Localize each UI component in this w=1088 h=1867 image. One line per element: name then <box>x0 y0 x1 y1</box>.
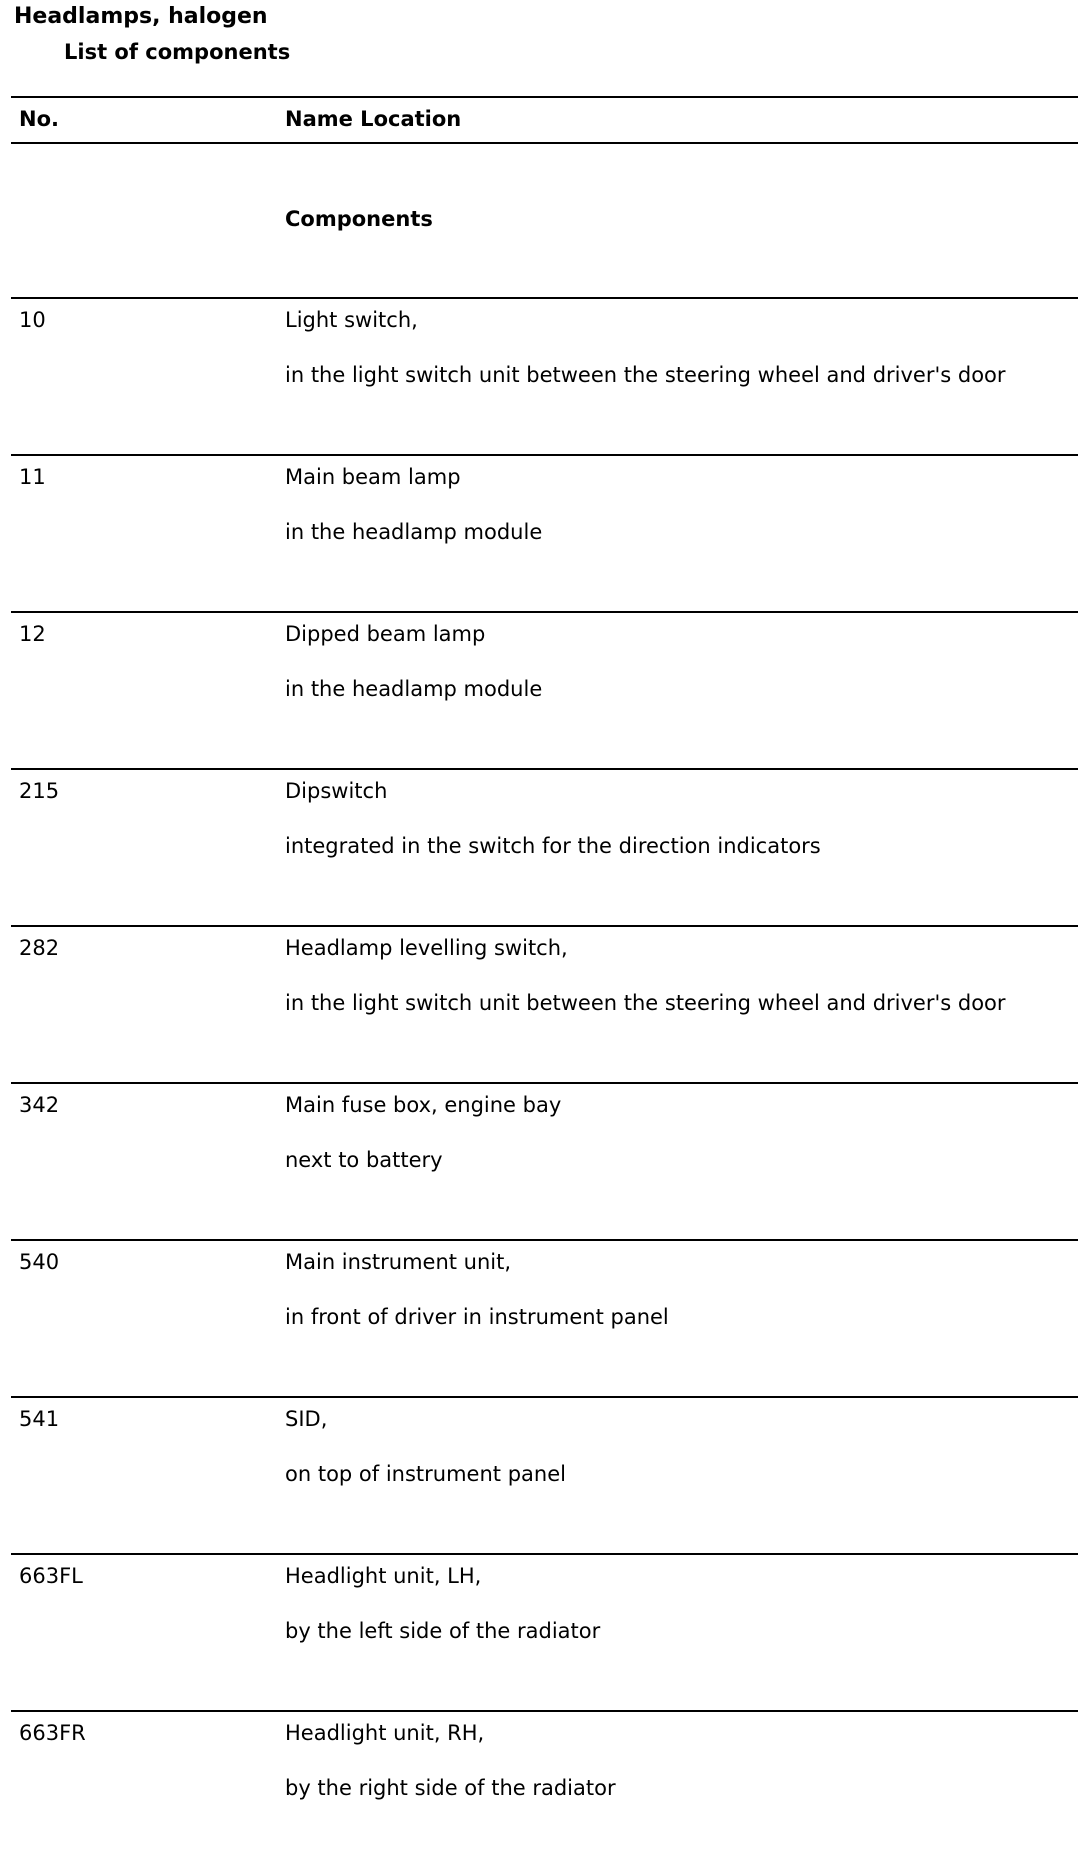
component-name: Headlamp levelling switch, <box>285 936 568 960</box>
component-location: in the light switch unit between the steering wheel and driver's door <box>285 363 1006 387</box>
component-name: Headlight unit, LH, <box>285 1564 482 1588</box>
components-table <box>11 96 1078 1867</box>
component-number: 342 <box>19 1093 60 1117</box>
component-name: SID, <box>285 1407 328 1431</box>
component-name: Dipped beam lamp <box>285 622 486 646</box>
table-row <box>11 1084 1078 1241</box>
component-name: Headlight unit, RH, <box>285 1721 485 1745</box>
component-number: 663FL <box>19 1564 83 1588</box>
component-number: 663FR <box>19 1721 86 1745</box>
component-location: on top of instrument panel <box>285 1462 566 1486</box>
table-header <box>11 96 1078 144</box>
table-row <box>11 1241 1078 1398</box>
component-name: Main fuse box, engine bay <box>285 1093 562 1117</box>
component-name: Main instrument unit, <box>285 1250 512 1274</box>
component-number: 12 <box>19 622 46 646</box>
table-row <box>11 770 1078 927</box>
component-location: integrated in the switch for the direction indicators <box>285 834 821 858</box>
component-location: in the headlamp module <box>285 677 543 701</box>
table-row <box>11 456 1078 613</box>
component-name: Main beam lamp <box>285 465 461 489</box>
section-row <box>11 144 1078 299</box>
section-label: Components <box>285 207 433 231</box>
component-location: in front of driver in instrument panel <box>285 1305 669 1329</box>
component-location: by the left side of the radiator <box>285 1619 601 1643</box>
document-title: Headlamps, halogen <box>14 4 268 29</box>
component-number: 11 <box>19 465 46 489</box>
component-number: 541 <box>19 1407 60 1431</box>
component-number: 215 <box>19 779 60 803</box>
component-number: 282 <box>19 936 60 960</box>
header-name-location: Name Location <box>285 107 462 131</box>
table-row <box>11 1398 1078 1555</box>
component-location: next to battery <box>285 1148 443 1172</box>
table-row <box>11 1555 1078 1712</box>
table-row <box>11 1712 1078 1867</box>
table-row <box>11 613 1078 770</box>
header-no: No. <box>19 107 59 131</box>
table-row <box>11 299 1078 456</box>
component-location: in the headlamp module <box>285 520 543 544</box>
table-row <box>11 927 1078 1084</box>
component-location: in the light switch unit between the steering wheel and driver's door <box>285 991 1006 1015</box>
component-location: by the right side of the radiator <box>285 1776 616 1800</box>
component-name: Dipswitch <box>285 779 388 803</box>
component-number: 10 <box>19 308 46 332</box>
component-name: Light switch, <box>285 308 418 332</box>
table-body <box>11 299 1078 1867</box>
document-subtitle: List of components <box>64 40 291 64</box>
component-number: 540 <box>19 1250 60 1274</box>
